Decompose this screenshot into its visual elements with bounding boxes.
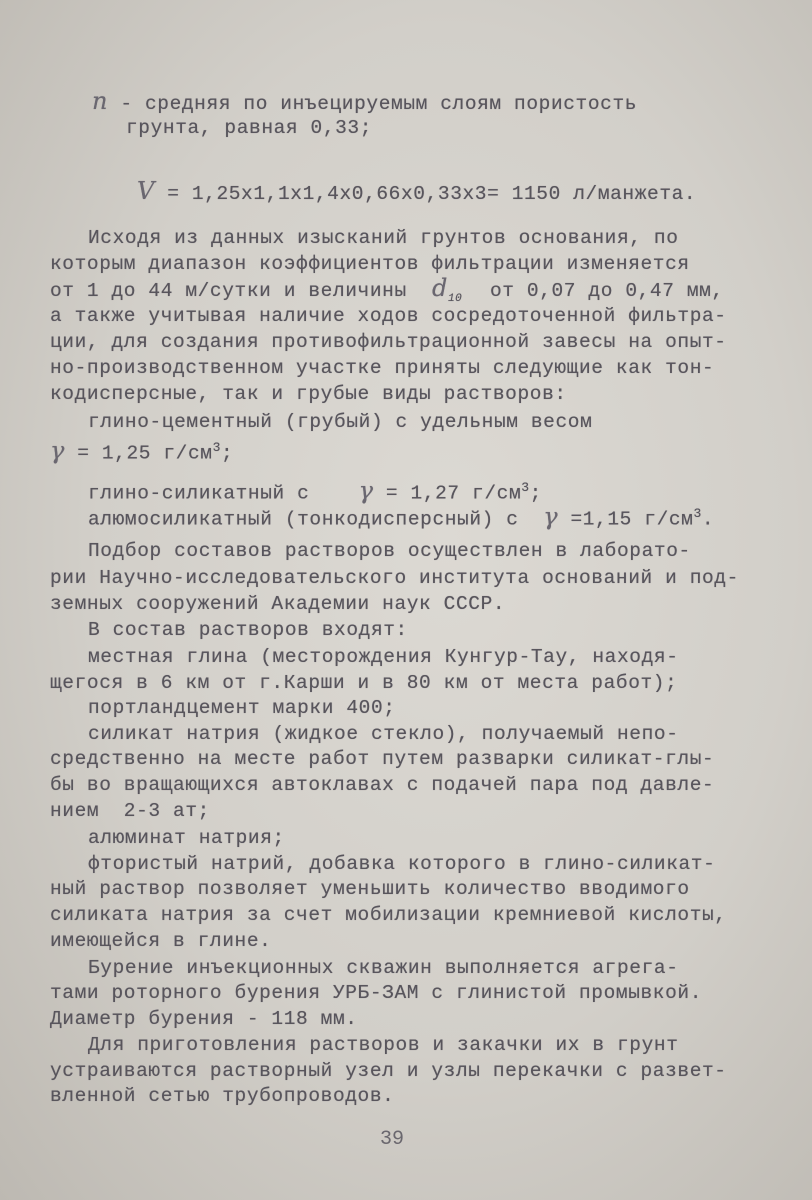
symbol-d: d: [432, 274, 448, 302]
text-line: а также учитывая наличие ходов сосредоточенной фильтра-: [50, 305, 727, 327]
text-line: глино-цементный (грубый) с удельным весом: [88, 411, 593, 433]
text-line: портландцемент марки 400;: [88, 697, 396, 719]
text-segment: =1,15 г/см: [570, 508, 694, 531]
symbol-gamma: γ: [50, 436, 65, 465]
text-segment: глино-силикатный с: [88, 482, 310, 505]
text-line: ный раствор позволяет уменьшить количество вводимого: [50, 878, 690, 900]
text-line: силиката натрия за счет мобилизации кремниевой кислоты,: [50, 904, 727, 926]
text-line: щегося в 6 км от г.Карши и в 80 км от места работ);: [50, 672, 678, 694]
text-segment: = 1,25 г/см: [77, 442, 213, 465]
text-line: нием 2-3 ат;: [50, 800, 210, 822]
text-line: средственно на месте работ путем разварки силикат-глы-: [50, 748, 715, 770]
text-line: устраиваются растворный узел и узлы перекачки с развет-: [50, 1060, 727, 1082]
text-line: грунта, равная 0,33;: [126, 117, 373, 139]
page-number: 39: [380, 1128, 405, 1151]
text-segment: = 1,27 г/см: [385, 482, 522, 505]
definition-n: [92, 89, 637, 116]
text-segment: ;: [529, 482, 542, 505]
text-line: земных сооружений Академии наук СССР.: [50, 593, 506, 615]
text-line: но-производственном участке приняты следующие как тон-: [50, 357, 715, 379]
volume-formula: [137, 179, 696, 206]
superscript: 3: [212, 440, 221, 455]
symbol-n: n: [92, 87, 109, 115]
text-segment: ;: [221, 442, 234, 465]
text-line: = 1,25x1,1x1,4x0,66x0,33x3= 1150 л/манжета.: [167, 183, 697, 205]
text-segment: алюмосиликатный (тонкодисперсный) с: [88, 508, 519, 531]
density-line-3: алюмосиликатный (тонкодисперсный) с γ =1,15 $г/см^3$.: [88, 502, 715, 531]
text-line: Бурение инъекционных скважин выполняется агрега-: [88, 957, 679, 979]
text-line: Диаметр бурения - 118 мм.: [50, 1008, 358, 1030]
text-line: Подбор составов растворов осуществлен в лаборато-: [88, 540, 691, 562]
subscript-10: 10: [447, 292, 463, 305]
text-line: которым диапазон коэффициентов фильтрации изменяется: [50, 253, 690, 275]
symbol-gamma: γ: [358, 476, 374, 505]
symbol-V: V: [137, 177, 155, 205]
text-line: тами роторного бурения УРБ-ЗАМ с глинистой промывкой.: [50, 982, 703, 1004]
superscript: 3: [521, 480, 530, 495]
text-line: силикат натрия (жидкое стекло), получаемый непо-: [88, 723, 679, 745]
text-line: фтористый натрий, добавка которого в глино-силикат-: [88, 853, 716, 875]
text-line: имеющейся в глине.: [50, 930, 272, 952]
symbol-gamma: γ: [543, 502, 559, 531]
text-line: рии Научно-исследовательского института оснований и под-: [50, 567, 739, 589]
text-line: вленной сетью трубопроводов.: [50, 1085, 395, 1107]
text-line: - средняя по инъецируемым слоям пористость: [120, 93, 638, 115]
text-line: В состав растворов входят:: [88, 619, 408, 641]
text-line: местная глина (месторождения Кунгур-Тау, находя-: [88, 646, 679, 668]
text-line: от 1 до 44 м/сутки и величины: [50, 280, 407, 302]
superscript: 3: [693, 506, 702, 521]
text-line: бы во вращающихся автоклавах с подачей пара под давле-: [50, 774, 715, 796]
text-line: от 0,07 до 0,47 мм,: [490, 280, 724, 302]
text-line: Для приготовления растворов и закачки их в грунт: [88, 1034, 679, 1056]
text-line: ции, для создания противофильтрационной завесы на опыт-: [50, 331, 727, 353]
density-line-1: [50, 436, 233, 466]
text-line: кодисперсные, так и грубые виды растворов:: [50, 383, 567, 405]
text-line: Исходя из данных изысканий грунтов основания, по: [88, 227, 679, 249]
text-line: алюминат натрия;: [88, 827, 285, 849]
